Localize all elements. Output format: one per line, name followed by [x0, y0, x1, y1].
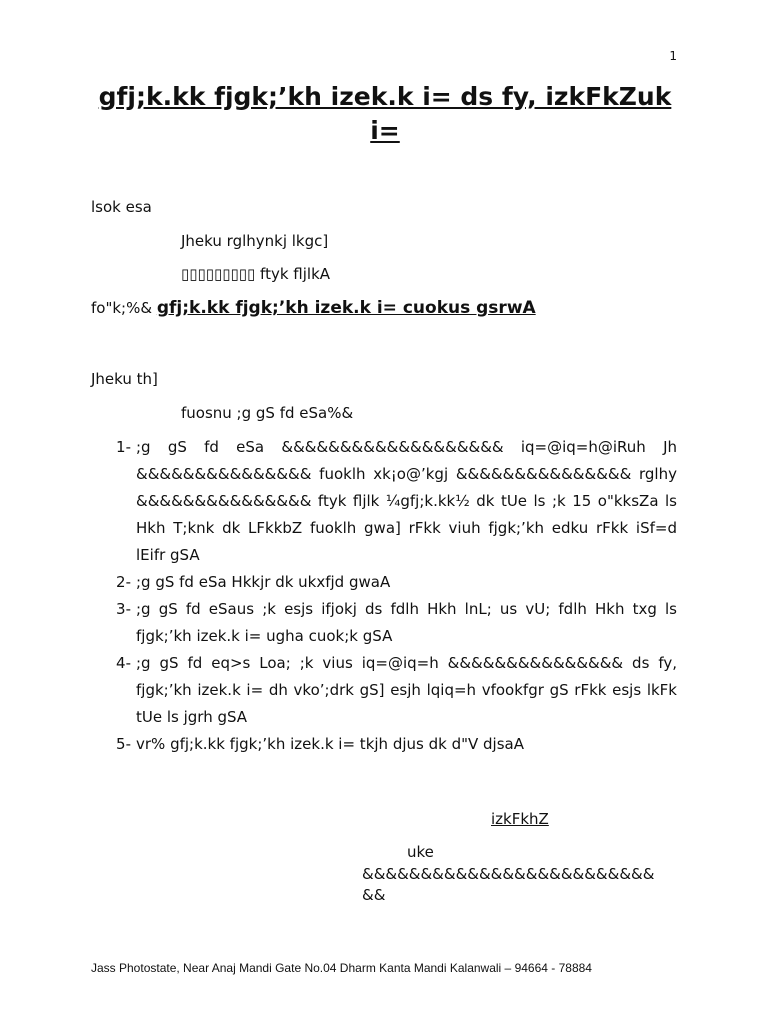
item-number: 3- — [116, 600, 131, 618]
subject-label: fo"k;%& — [91, 299, 153, 317]
item-text: ;g gS fd eSaus ;k esjs ifjokj ds fdlh Hkh lnL; us vU; fdlh Hkh txg ls fjgk;’kh izek.k i= ugha cuok;k gSA — [136, 600, 677, 645]
intro: fuosnu ;g gS fd eSa%& — [181, 404, 354, 422]
subject-line — [91, 298, 536, 318]
item-text: ;g gS fd eSa Hkkjr dk ukxfjd gwaA — [136, 573, 391, 591]
item-number: 4- — [116, 654, 131, 672]
document-title: gfj;k.kk fjgk;’kh izek.k i= ds fy, izkFkZuk i= — [98, 82, 672, 145]
applicant-label: izkFkhZ — [491, 810, 549, 828]
item-number: 2- — [116, 573, 131, 591]
name-blank-line: &&&&&&&&&&&&&&&&&&&&&&&&& — [362, 865, 655, 883]
district: ▯▯▯▯▯▯▯▯▯ ftyk fljlkA — [181, 265, 331, 283]
list-item — [91, 434, 677, 569]
points-list — [91, 434, 677, 758]
list-item — [91, 569, 677, 596]
page-number: 1 — [669, 49, 677, 63]
item-number: 1- — [116, 438, 131, 456]
salutation-to: lsok esa — [91, 198, 152, 216]
greeting: Jheku th] — [91, 370, 158, 388]
list-item — [91, 596, 677, 650]
footer: Jass Photostate, Near Anaj Mandi Gate No.04 Dharm Kanta Mandi Kalanwali – 94664 - 78884 — [91, 961, 592, 975]
list-item — [91, 731, 677, 758]
item-number: 5- — [116, 735, 131, 753]
name-blank-line-continued: && — [362, 886, 386, 904]
name-label: uke — [407, 843, 434, 861]
list-item — [91, 650, 677, 731]
item-text: vr% gfj;k.kk fjgk;’kh izek.k i= tkjh djus dk d"V djsaA — [136, 735, 524, 753]
item-text: ;g gS fd eSa &&&&&&&&&&&&&&&&&&& iq=@iq=h@iRuh Jh &&&&&&&&&&&&&&& fuoklh xk¡o@’kgj &&&&&&&&&&&&&&& rglhy &&&&&&&&&&&&&&& ftyk fljlk ¼gfj;k.kk½ dk tUe ls ;k 15 o"kksZa ls Hkh T;knk dk LFkkbZ fuoklh gwa] rFkk viuh fjgk;’kh edku rFkk iSf=d lEifr gSA — [136, 438, 677, 564]
subject-text: gfj;k.kk fjgk;’kh izek.k i= cuokus gsrwA — [156, 298, 536, 318]
addressee: Jheku rglhynkj lkgc] — [181, 232, 329, 250]
item-text: ;g gS fd eq>s Loa; ;k vius iq=@iq=h &&&&&&&&&&&&&&& ds fy, fjgk;’kh izek.k i= dh vko’;drk gS] esjh lqiq=h vfookfgr gS rFkk esjs lkFk tUe ls jgrh gSA — [136, 654, 677, 726]
